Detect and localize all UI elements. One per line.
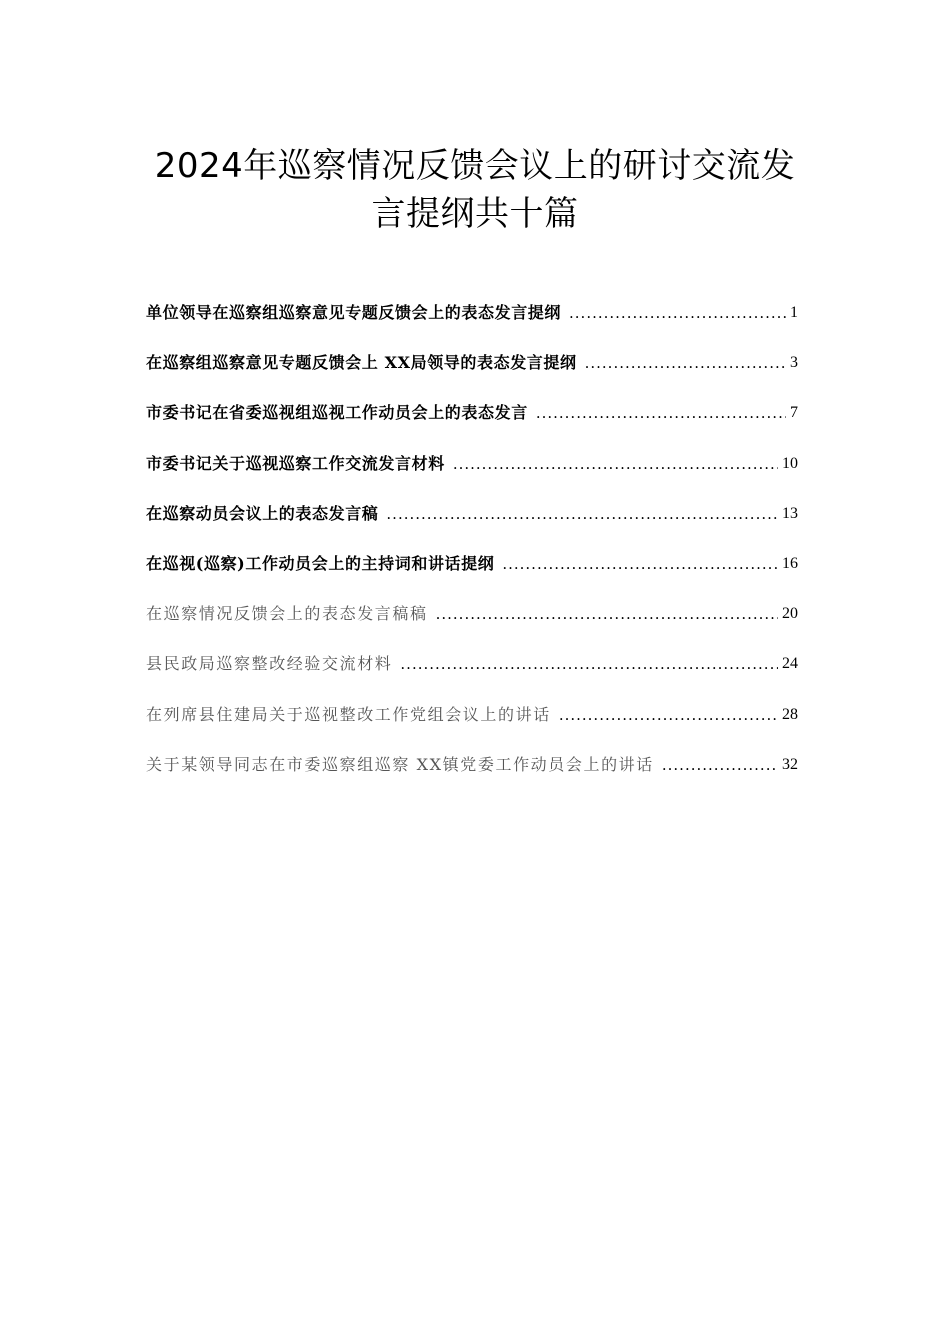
toc-entry[interactable]: [146, 752, 798, 778]
document-title: [80, 142, 870, 238]
toc-entry-title: 在巡察组巡察意见专题反馈会上 XX局领导的表态发言提纲: [146, 353, 577, 373]
toc-entry[interactable]: [146, 451, 798, 477]
toc-leader-dots: [502, 551, 778, 577]
toc-entry[interactable]: [146, 702, 798, 728]
toc-entry-title: 单位领导在巡察组巡察意见专题反馈会上的表态发言提纲: [146, 303, 562, 322]
toc-entry-title: 关于某领导同志在市委巡察组巡察 XX镇党委工作动员会上的讲话: [146, 754, 654, 774]
title-line-2: 言提纲共十篇: [371, 194, 579, 234]
toc-entry-page: 10: [782, 454, 798, 472]
toc-entry[interactable]: [146, 400, 798, 426]
toc-leader-dots: [400, 651, 778, 677]
toc-entry[interactable]: [146, 350, 798, 376]
toc-entry[interactable]: [146, 501, 798, 527]
toc-entry[interactable]: [146, 551, 798, 577]
toc-entry-page: 1: [790, 304, 798, 321]
toc-entry-page: 16: [782, 554, 798, 572]
toc-leader-dots: [436, 601, 778, 627]
toc-entry-page: 13: [782, 504, 798, 522]
toc-entry[interactable]: [146, 651, 798, 677]
table-of-contents: [146, 300, 798, 802]
toc-leader-dots: [453, 451, 778, 477]
toc-leader-dots: [569, 300, 786, 326]
toc-entry-title: 在巡视(巡察)工作动员会上的主持词和讲话提纲: [146, 553, 495, 573]
toc-entry-page: 28: [782, 705, 798, 723]
toc-entry-page: 32: [782, 755, 798, 773]
toc-entry-title: 在巡察动员会议上的表态发言稿: [146, 503, 379, 523]
toc-entry-title: 市委书记在省委巡视组巡视工作动员会上的表态发言: [146, 403, 528, 423]
toc-entry-page: 20: [782, 605, 798, 623]
toc-entry[interactable]: [146, 601, 798, 627]
toc-leader-dots: [662, 752, 778, 778]
toc-entry-title: 市委书记关于巡视巡察工作交流发言材料: [146, 453, 445, 473]
toc-entry-title: 县民政局巡察整改经验交流材料: [146, 654, 393, 674]
toc-entry-title: 在巡察情况反馈会上的表态发言稿稿: [146, 604, 428, 624]
toc-entry-page: 3: [790, 354, 798, 372]
toc-entry-page: 24: [782, 655, 798, 673]
toc-leader-dots: [536, 400, 786, 426]
toc-leader-dots: [559, 702, 778, 728]
title-line-1: 2024年巡察情况反馈会议上的研讨交流发: [154, 146, 796, 186]
toc-entry-title: 在列席县住建局关于巡视整改工作党组会议上的讲话: [146, 704, 551, 724]
toc-entry[interactable]: [146, 300, 798, 326]
toc-leader-dots: [585, 350, 786, 376]
toc-leader-dots: [386, 501, 778, 527]
toc-entry-page: 7: [790, 404, 798, 422]
